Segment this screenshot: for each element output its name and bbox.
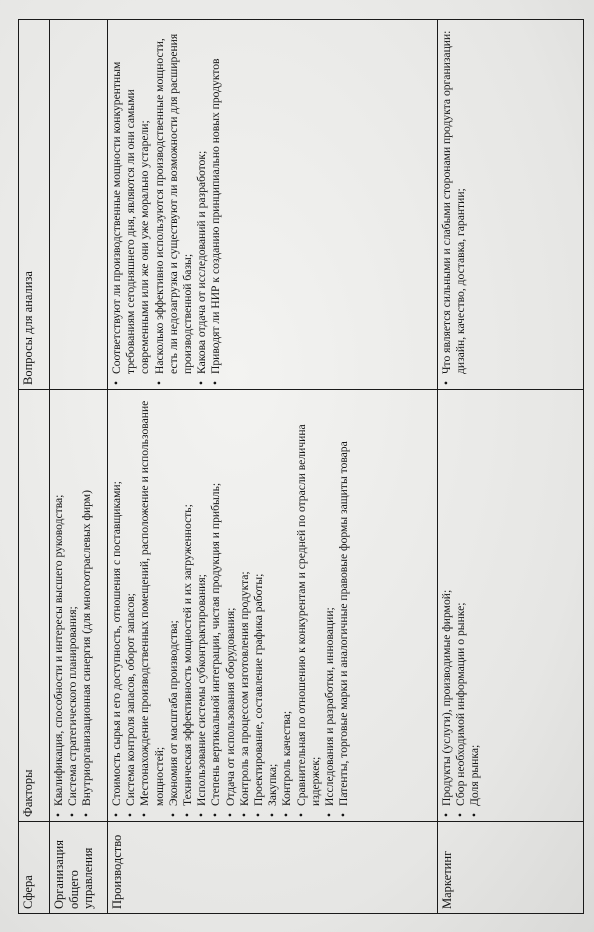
factors-list <box>110 394 351 817</box>
list-item: • Приводят ли НИР к созданию принципиально новых продуктов <box>209 24 223 385</box>
list-item: • Использование системы субконтрактирования; <box>195 394 209 817</box>
factors-list <box>440 394 483 817</box>
questions-cell <box>438 20 584 390</box>
questions-list <box>440 24 468 385</box>
list-item: • Система стратегического планирования; <box>66 394 80 817</box>
sphere-cell: Организация общего управления <box>50 822 108 914</box>
list-item: • Сравнительная по отношению к конкурентам и средней по отрасли величина издержек; <box>295 394 323 817</box>
list-item: • Проектирование, составление графика работы; <box>252 394 266 817</box>
table-body <box>50 20 584 914</box>
sphere-cell: Производство <box>108 822 438 914</box>
list-item: • Отдача от использования оборудования; <box>224 394 238 817</box>
header-factors: Факторы <box>19 390 50 822</box>
table-row <box>108 20 438 914</box>
header-questions: Вопросы для анализа <box>19 20 50 390</box>
list-item: • Техническая эффективность мощностей и их загруженность; <box>181 394 195 817</box>
factors-list <box>52 394 95 817</box>
list-item: • Контроль за процессом изготовления продукта; <box>238 394 252 817</box>
questions-cell <box>108 20 438 390</box>
list-item: • Соответствуют ли производственные мощности конкурентным требованиям сегодняшнего дня, являются ли они самыми современными или же они уже морально устарели; <box>110 24 153 385</box>
list-item: • Исследования и разработки, инновации; <box>323 394 337 817</box>
list-item: • Внутриорганизационная синергия (для многоотраслевых фирм) <box>80 394 94 817</box>
table-row <box>50 20 108 914</box>
table-header-row <box>19 20 50 914</box>
list-item: • Система контроля запасов, оборот запасов; <box>124 394 138 817</box>
list-item: • Сбор необходимой информации о рынке; <box>454 394 468 817</box>
list-item: • Продукты (услуги), производимые фирмой; <box>440 394 454 817</box>
table-row <box>438 20 584 914</box>
questions-list <box>110 24 224 385</box>
list-item: • Какова отдача от исследований и разработок; <box>195 24 209 385</box>
list-item: • Что является сильными и слабыми сторонами продукта организации: дизайн, качество, доставка, гарантии; <box>440 24 468 385</box>
analysis-table <box>18 19 584 914</box>
list-item: • Экономия от масштаба производства; <box>167 394 181 817</box>
factors-cell <box>438 390 584 822</box>
list-item: • Степень вертикальной интеграции, чистая продукция и прибыль; <box>209 394 223 817</box>
sphere-cell: Маркетинг <box>438 822 584 914</box>
header-sphere: Сфера <box>19 822 50 914</box>
list-item: • Патенты, торговые марки и аналогичные правовые формы защиты товара <box>337 394 351 817</box>
list-item: • Насколько эффективно используются производственные мощности, есть ли недозагрузка и существуют ли возможности для расширения производственной базы; <box>153 24 196 385</box>
list-item: • Контроль качества; <box>280 394 294 817</box>
questions-cell <box>50 20 108 390</box>
factors-cell <box>50 390 108 822</box>
list-item: • Местонахождение производственных помещений, расположение и использование мощностей; <box>138 394 166 817</box>
factors-cell <box>108 390 438 822</box>
list-item: • Доля рынка; <box>468 394 482 817</box>
list-item: • Стоимость сырья и его доступность, отношения с поставщиками; <box>110 394 124 817</box>
list-item: • Квалификация, способности и интересы высшего руководства; <box>52 394 66 817</box>
list-item: • Закупка; <box>266 394 280 817</box>
